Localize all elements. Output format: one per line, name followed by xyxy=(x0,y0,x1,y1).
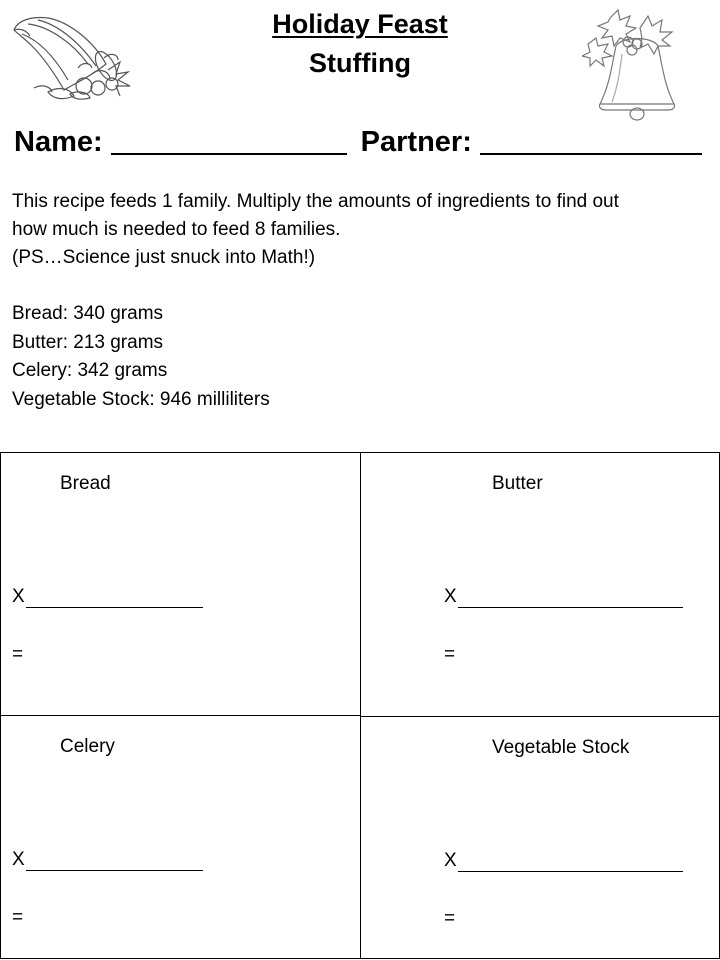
box-label: Bread xyxy=(60,473,111,494)
worksheet-subtitle: Stuffing xyxy=(309,48,411,78)
ingredient-item: Bread: 340 grams xyxy=(12,303,164,324)
ingredient-item: Vegetable Stock: 946 milliliters xyxy=(12,388,270,410)
multiply-symbol: X xyxy=(444,850,457,871)
multiplier-blank[interactable] xyxy=(26,851,203,871)
butter-box xyxy=(360,452,720,717)
multiplier-blank[interactable] xyxy=(458,852,683,872)
instructions-line-1: This recipe feeds 1 family. Multiply the amounts of ingredients to find out xyxy=(12,191,619,212)
box-label: Vegetable Stock xyxy=(492,737,630,758)
multiply-symbol: X xyxy=(12,849,25,870)
partner-label: Partner: xyxy=(360,126,472,158)
multiply-symbol: X xyxy=(444,586,457,607)
multiplier-blank[interactable] xyxy=(26,588,203,608)
multiply-row xyxy=(444,850,683,872)
multiply-symbol: X xyxy=(12,586,25,607)
multiply-row xyxy=(444,586,683,608)
worksheet-title: Holiday Feast xyxy=(272,9,448,39)
vegetable-stock-box xyxy=(360,716,720,959)
celery-box xyxy=(0,715,361,959)
ingredient-item: Butter: 213 grams xyxy=(12,331,164,353)
multiply-row xyxy=(12,586,203,608)
name-blank-line[interactable] xyxy=(111,129,347,155)
equals-symbol: = xyxy=(444,908,456,929)
equals-symbol: = xyxy=(12,907,24,928)
instructions-line-3: (PS…Science just snuck into Math!) xyxy=(12,247,316,268)
equals-symbol: = xyxy=(444,644,456,665)
instructions-line-2: how much is needed to feed 8 families. xyxy=(12,219,341,240)
multiplier-blank[interactable] xyxy=(458,588,683,608)
bread-box xyxy=(0,452,361,716)
box-label: Butter xyxy=(492,473,543,494)
ingredient-item: Celery: 342 grams xyxy=(12,360,168,381)
instructions xyxy=(12,188,716,272)
partner-blank-line[interactable] xyxy=(480,129,702,155)
multiply-row xyxy=(12,849,203,871)
box-label: Celery xyxy=(60,736,115,757)
name-label: Name: xyxy=(14,126,103,158)
ingredient-list xyxy=(12,300,270,414)
name-partner-row xyxy=(14,126,714,159)
equals-symbol: = xyxy=(12,644,24,665)
